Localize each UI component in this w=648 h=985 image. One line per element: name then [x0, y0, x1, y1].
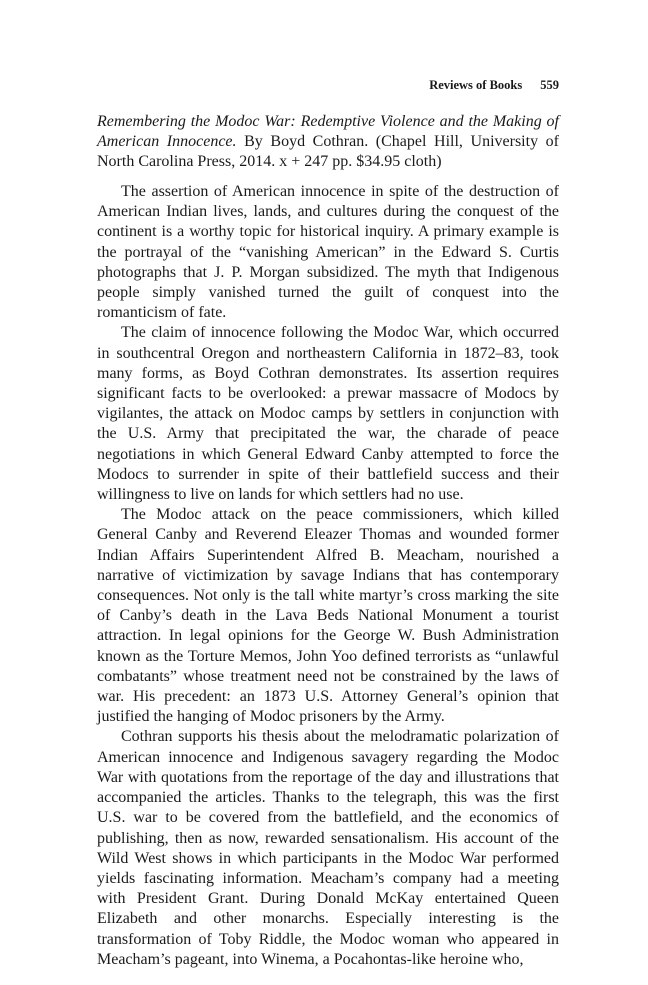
- book-details: By Boyd Cothran. (Chapel Hill, University of North Carolina Press, 2014. x + 247 pp. $34.95 cloth): [97, 133, 559, 170]
- book-citation: [97, 112, 559, 172]
- review-paragraph: The Modoc attack on the peace commissioners, which killed General Canby and Reverend Eleazer Thomas and wounded former Indian Affairs Superintendent Alfred B. Meacham, nourished a narrative of victimization by savage Indians that has contemporary consequences. Not only is the tall white martyr’s cross marking the site of Canby’s death in the Lava Beds National Monument a tourist attraction. In legal opinions for the George W. Bush Administration known as the Torture Memos, John Yoo defined terrorists as “unlawful combatants” whose treatment need not be constrained by the laws of war. His precedent: an 1873 U.S. Attorney General’s opinion that justified the hanging of Modoc prisoners by the Army.: [97, 506, 559, 726]
- book-title: Remembering the Modoc War: Redemptive Violence and the Making of American Innocence.: [97, 113, 559, 150]
- running-head-title: Reviews of Books: [429, 78, 523, 92]
- running-head: [429, 78, 559, 93]
- review-paragraph: Cothran supports his thesis about the melodramatic polarization of American innocence and Indigenous savagery regarding the Modoc War with quotations from the reportage of the day and illustrations that accompanied the articles. Thanks to the telegraph, this was the first U.S. war to be covered from the battlefield, and the economics of publishing, then as now, rewarded sensationalism. His account of the Wild West shows in which participants in the Modoc War performed yields fascinating information. Meacham’s company had a meeting with President Grant. During Donald McKay entertained Queen Elizabeth and other monarchs. Especially interesting is the transformation of Toby Riddle, the Modoc woman who appeared in Meacham’s pageant, into Winema, a Pocahontas-like heroine who,: [97, 728, 559, 968]
- review-paragraph: The assertion of American innocence in spite of the destruction of American Indian lives, lands, and cultures during the conquest of the continent is a worthy topic for historical inquiry. A primary example is the portrayal of the “vanishing American” in the Edward S. Curtis photographs that J. P. Morgan subsidized. The myth that Indigenous people simply vanished turned the guilt of conquest into the romanticism of fate.: [97, 183, 559, 322]
- page-number: 559: [540, 78, 559, 92]
- review-paragraph: The claim of innocence following the Modoc War, which occurred in southcentral Oregon and northeastern California in 1872–83, took many forms, as Boyd Cothran demonstrates. Its assertion requires significant facts to be overlooked: a prewar massacre of Modocs by vigilantes, the attack on Modoc camps by settlers in conjunction with the U.S. Army that precipitated the war, the charade of peace negotiations in which General Edward Canby attempted to force the Modocs to surrender in spite of their battlefield success and their willingness to live on lands for which settlers had no use.: [97, 324, 559, 504]
- review-body: [97, 182, 559, 970]
